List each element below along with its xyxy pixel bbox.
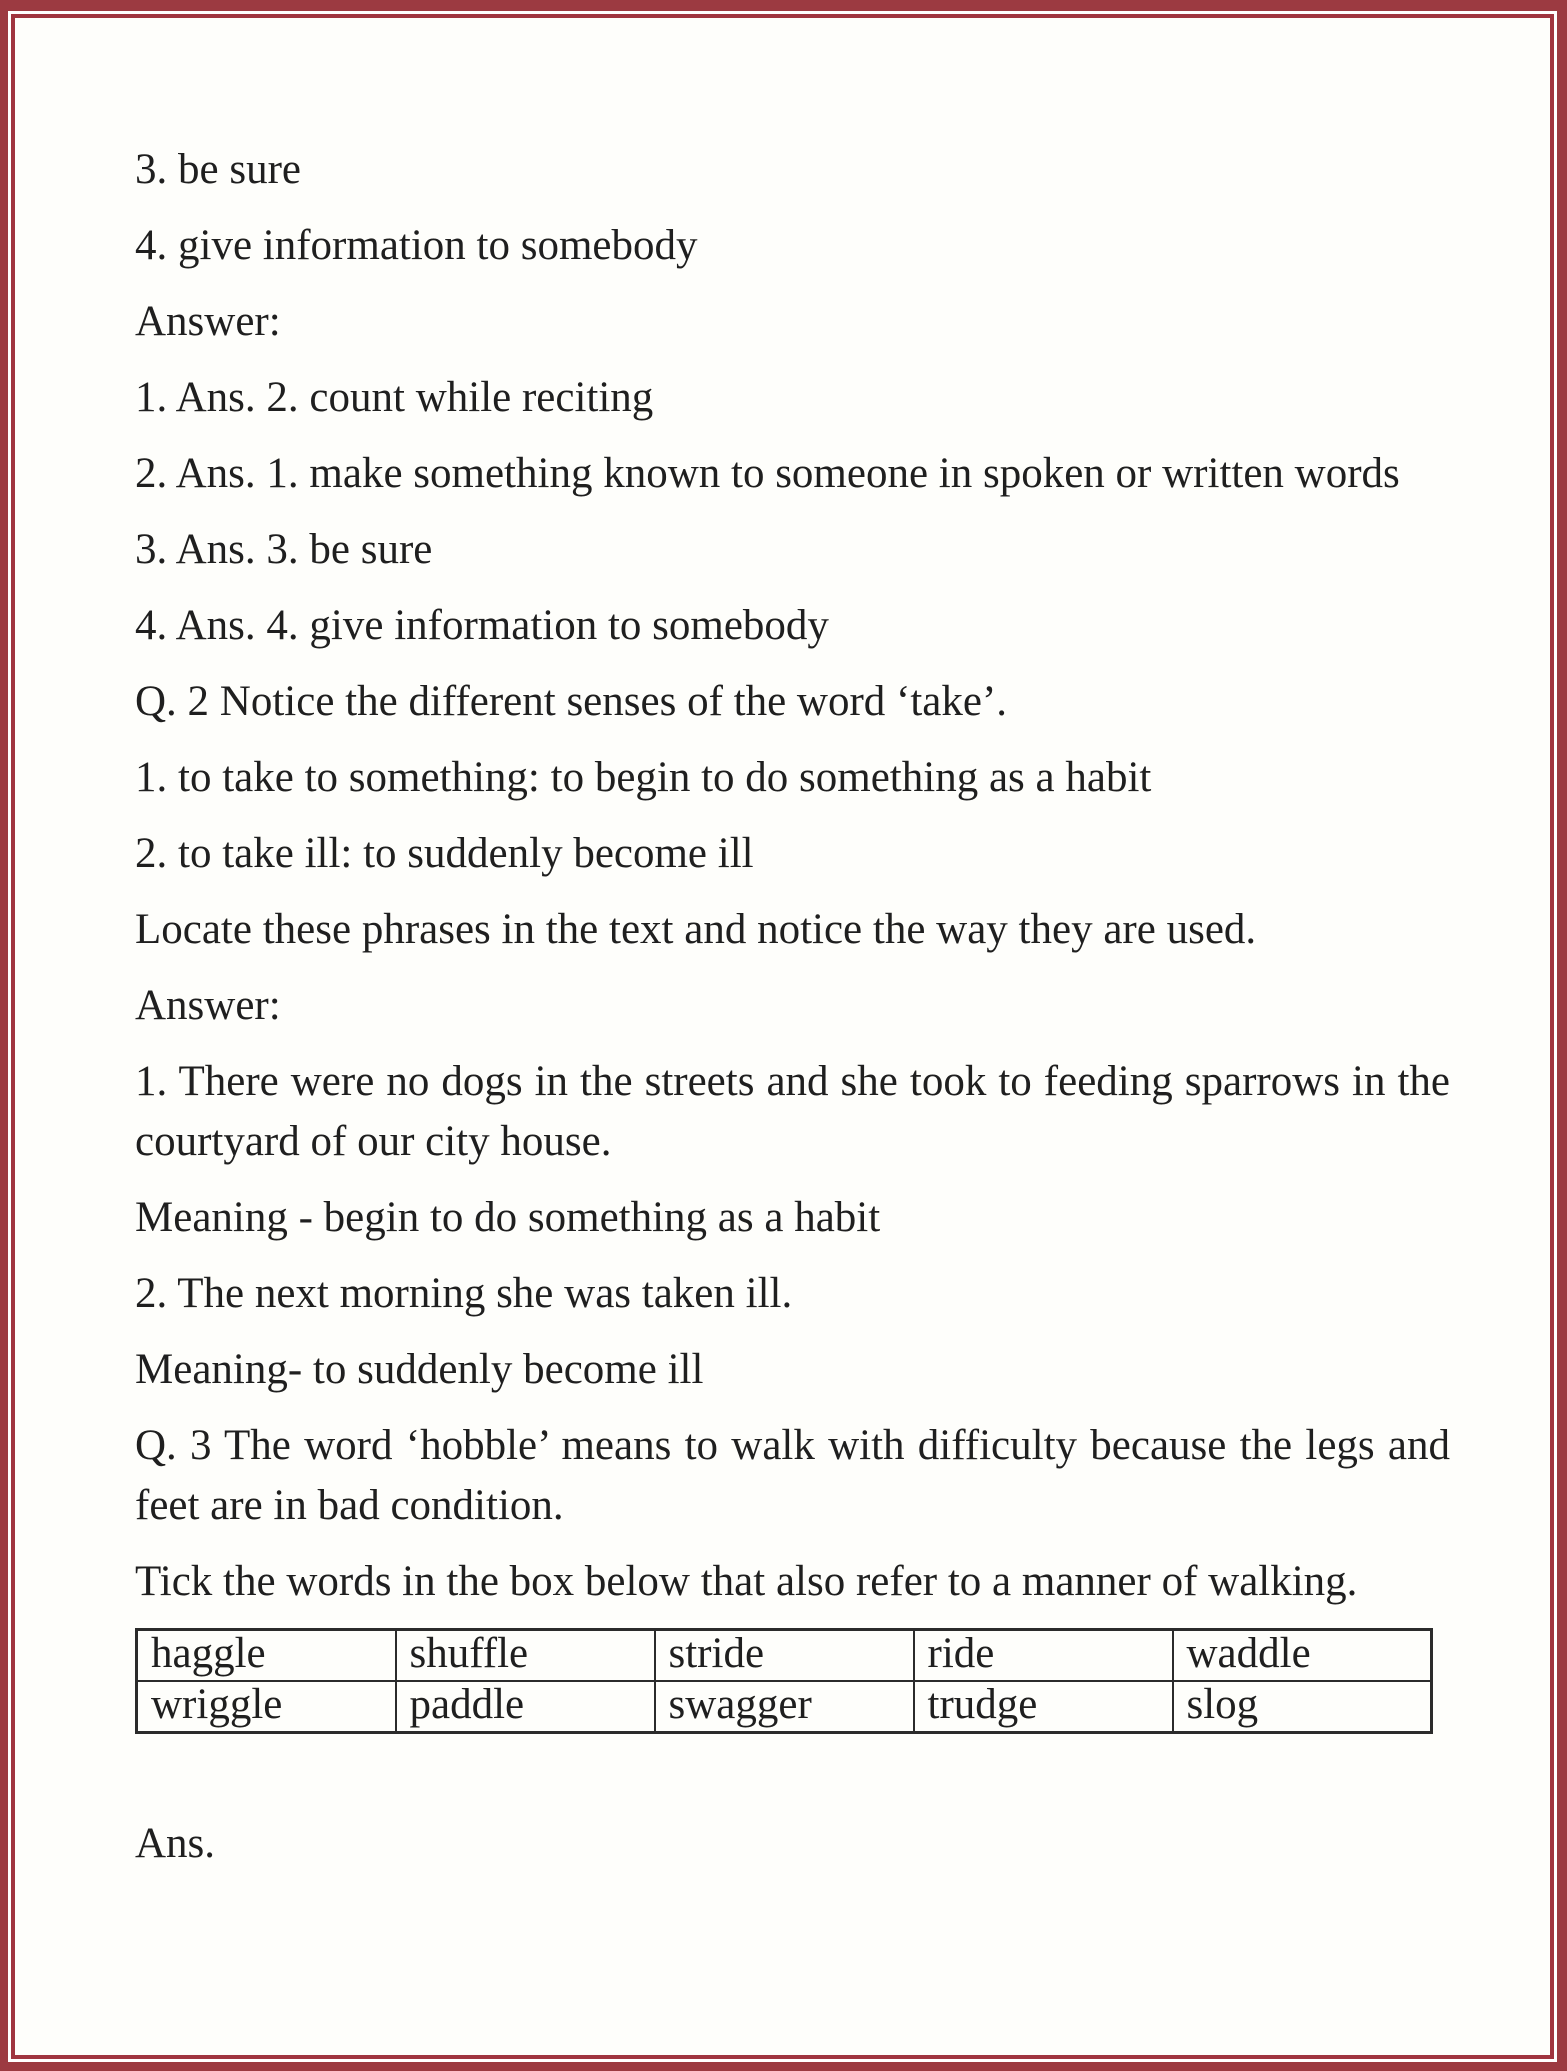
document-body (15, 18, 1550, 1874)
table-cell: wriggle (137, 1681, 396, 1733)
trailing-answer-label: Ans. (135, 1820, 216, 1867)
table-cell: ride (914, 1630, 1173, 1682)
table-cell: stride (655, 1630, 914, 1682)
table-cell: trudge (914, 1681, 1173, 1733)
paragraph: 1. There were no dogs in the streets and she took to feeding sparrows in the courtyard of our city house. (135, 1058, 1461, 1165)
table-row (137, 1681, 1432, 1733)
paragraph: 4. Ans. 4. give information to somebody (135, 602, 829, 649)
paragraph: 2. Ans. 1. make something known to someone in spoken or written words (135, 450, 1400, 497)
table-cell: haggle (137, 1630, 396, 1682)
table-cell: waddle (1173, 1630, 1432, 1682)
table-cell: slog (1173, 1681, 1432, 1733)
table-row (137, 1630, 1432, 1682)
paragraph: Meaning- to suddenly become ill (135, 1346, 704, 1393)
paragraph: Q. 3 The word ‘hobble’ means to walk with difficulty because the legs and feet are in bad condition. (135, 1422, 1461, 1529)
paragraph: 3. Ans. 3. be sure (135, 526, 433, 573)
paragraph: 2. to take ill: to suddenly become ill (135, 830, 754, 877)
table-cell: paddle (396, 1681, 655, 1733)
paragraph: Locate these phrases in the text and notice the way they are used. (135, 906, 1257, 953)
paragraph: 2. The next morning she was taken ill. (135, 1270, 793, 1317)
paragraph: Answer: (135, 298, 281, 345)
frame-gap (8, 11, 1557, 2062)
paragraph: Answer: (135, 982, 281, 1029)
walking-words-table (135, 1628, 1433, 1734)
paragraph: 1. Ans. 2. count while reciting (135, 374, 654, 421)
paragraph: 3. be sure (135, 146, 301, 193)
table-cell: swagger (655, 1681, 914, 1733)
paragraph: 1. to take to something: to begin to do something as a habit (135, 754, 1152, 801)
document-page (11, 14, 1554, 2059)
table-cell: shuffle (396, 1630, 655, 1682)
paragraph: Tick the words in the box below that also refer to a manner of walking. (135, 1558, 1358, 1605)
paragraph: Meaning - begin to do something as a habit (135, 1194, 881, 1241)
paragraph: Q. 2 Notice the different senses of the word ‘take’. (135, 678, 1008, 725)
paragraph: 4. give information to somebody (135, 222, 698, 269)
